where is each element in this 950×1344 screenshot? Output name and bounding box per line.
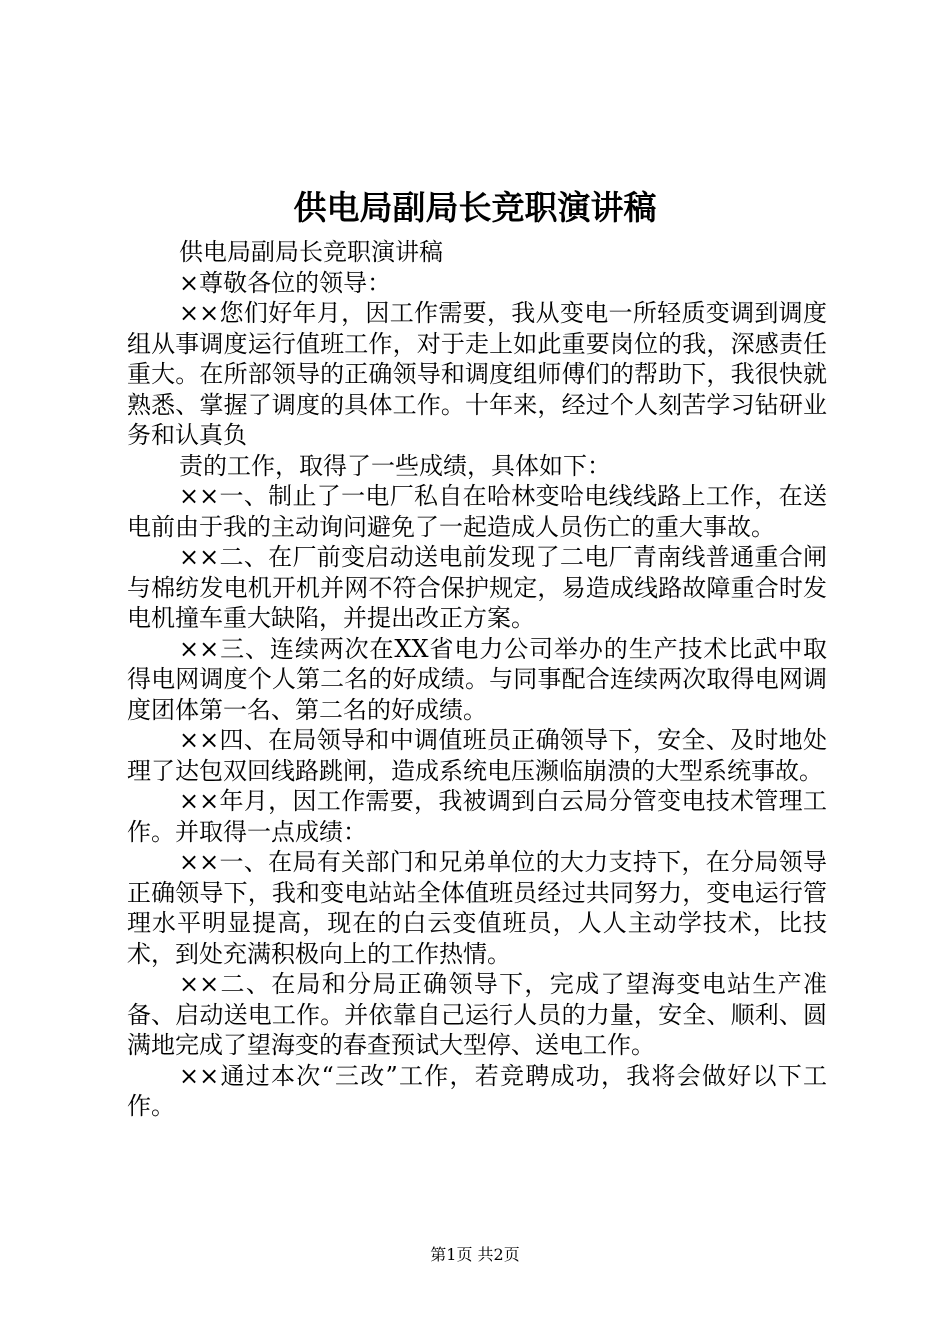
paragraph-salutation: ×尊敬各位的领导： — [179, 268, 392, 297]
document-body — [127, 237, 827, 1122]
paragraph-achievement-2: ××二、在厂前变启动送电前发现了二电厂青南线普通重合闸与棉纺发电机开机并网不符合保护规定，易造成线路故障重合时发电机撞车重大缺陷，并提出改正方案。 — [127, 543, 827, 632]
paragraph-intro: ××您们好年月，因工作需要，我从变电一所轻质变调到调度组从事调度运行值班工作，对于走上如此重要岗位的我，深感责任重大。在所部领导的正确领导和调度组师傅们的帮助下，我很快就熟悉、掌握了调度的具体工作。十年来，经过个人刻苦学习钻研业务和认真负 — [127, 299, 827, 449]
paragraph-achievement-3: ××三、连续两次在XX省电力公司举办的生产技术比武中取得电网调度个人第二名的好成绩。与同事配合连续两次取得电网调度团体第一名、第二名的好成绩。 — [127, 634, 827, 724]
page-footer: 第1页 共2页 — [430, 1245, 520, 1264]
paragraph-transfer: ××年月，因工作需要，我被调到白云局分管变电技术管理工作。并取得一点成绩： — [127, 787, 827, 846]
paragraph-intro-continued: 责的工作，取得了一些成绩，具体如下： — [179, 451, 611, 480]
paragraph-subtitle: 供电局副局长竞职演讲稿 — [179, 238, 443, 266]
paragraph-baiyun-2: ××二、在局和分局正确领导下，完成了望海变电站生产准备、启动送电工作。并依靠自己运行人员的力量，安全、顺利、圆满地完成了望海变的春查预试大型停、送电工作。 — [127, 970, 827, 1059]
paragraph-achievement-1: ××一、制止了一电厂私自在哈林变哈电线线路上工作，在送电前由于我的主动询问避免了一起造成人员伤亡的重大事故。 — [127, 482, 827, 541]
document-title: 供电局副局长竞职演讲稿 — [293, 188, 657, 227]
paragraph-baiyun-1: ××一、在局有关部门和兄弟单位的大力支持下，在分局领导正确领导下，我和变电站站全体值班员经过共同努力，变电运行管理水平明显提高，现在的白云变值班员，人人主动学技术，比技术，到处充满积极向上的工作热情。 — [127, 848, 827, 968]
paragraph-achievement-4: ××四、在局领导和中调值班员正确领导下，安全、及时地处理了达包双回线路跳闸，造成系统电压濒临崩溃的大型系统事故。 — [127, 726, 827, 785]
paragraph-plan: ××通过本次“三改”工作，若竞聘成功，我将会做好以下工作。 — [127, 1061, 827, 1120]
